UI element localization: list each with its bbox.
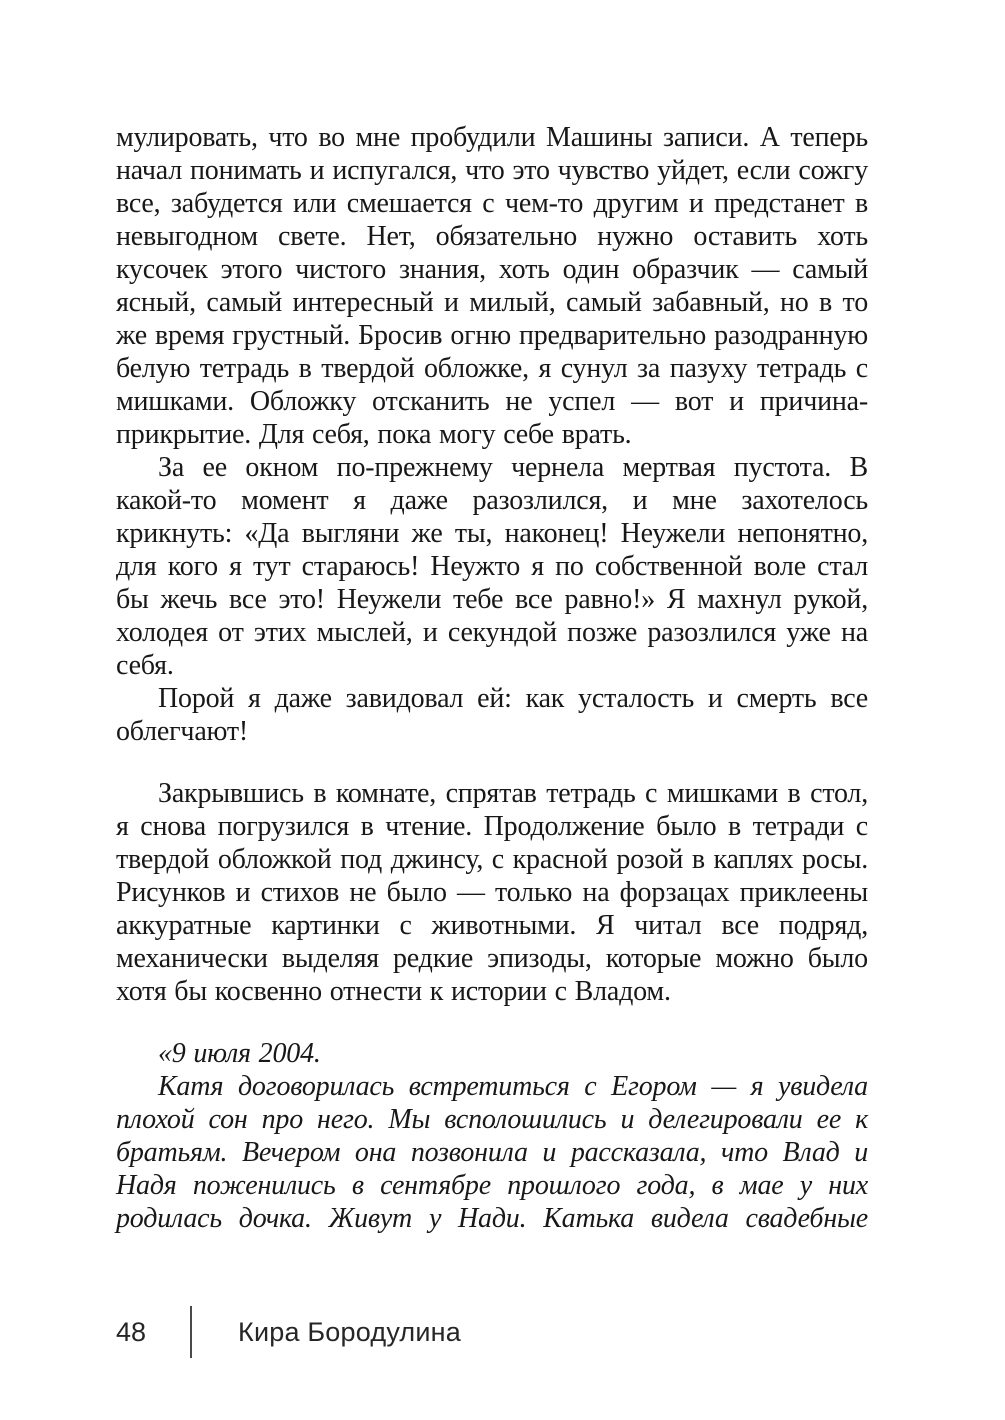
paragraph: Катя договорилась встретиться с Егором — я увидела плохой сон про него. Мы всполошились и делегировали ее к братьям. Вечером она позвонила и рассказала, что Влад и Надя поженились в сентябре прошлого года, в мае у них родилась дочка. Живут у Нади. Катька видела свадебные <box>116 1071 868 1234</box>
paragraph: Порой я даже завидовал ей: как усталость и смерть все облегчают! <box>116 683 868 747</box>
paragraph: «9 июля 2004. <box>158 1038 321 1069</box>
author-name: Кира Бородулина <box>238 1316 461 1347</box>
paragraph: мулировать, что во мне пробудили Машины записи. А теперь начал понимать и испугался, что это чувство уйдет, если сожгу все, забудется или смешается с чем-то другим и предстанет в невыгодном свете. Нет, обязательно нужно оставить хоть кусочек этого чистого знания, хоть один образчик — самый ясный, самый интересный и милый, самый забавный, но в то же время грустный. Бросив огню предварительно разодранную белую тетрадь в твердой обложке, я сунул за пазуху тетрадь с мишками. Обложку отсканить не успел — вот и причина-прикрытие. Для себя, пока могу себе врать. <box>116 122 868 450</box>
paragraph: За ее окном по-прежнему чернела мертвая пустота. В какой-то момент я даже разозлился, и мне захотелось крикнуть: «Да выгляни же ты, наконец! Неужели непонятно, для кого я тут стараюсь! Неужто я по собственной воле стал бы жечь все это! Неужели тебе все равно!» Я махнул рукой, холодея от этих мыслей, и секундой позже разозлился уже на себя. <box>116 452 868 681</box>
page-text <box>116 121 868 1235</box>
page-footer <box>116 1305 461 1359</box>
page-number: 48 <box>116 1316 147 1347</box>
footer-divider <box>190 1306 192 1358</box>
paragraph: Закрывшись в комнате, спрятав тетрадь с мишками в стол, я снова погрузился в чтение. Продолжение было в тетради с твердой обложкой под джинсу, с красной розой в каплях росы. Рисунков и стихов не было — только на форзацах приклеены аккуратные картинки с животными. Я читал все подряд, механически выделяя редкие эпизоды, которые можно было хотя бы косвенно отнести к истории с Владом. <box>116 778 868 1007</box>
